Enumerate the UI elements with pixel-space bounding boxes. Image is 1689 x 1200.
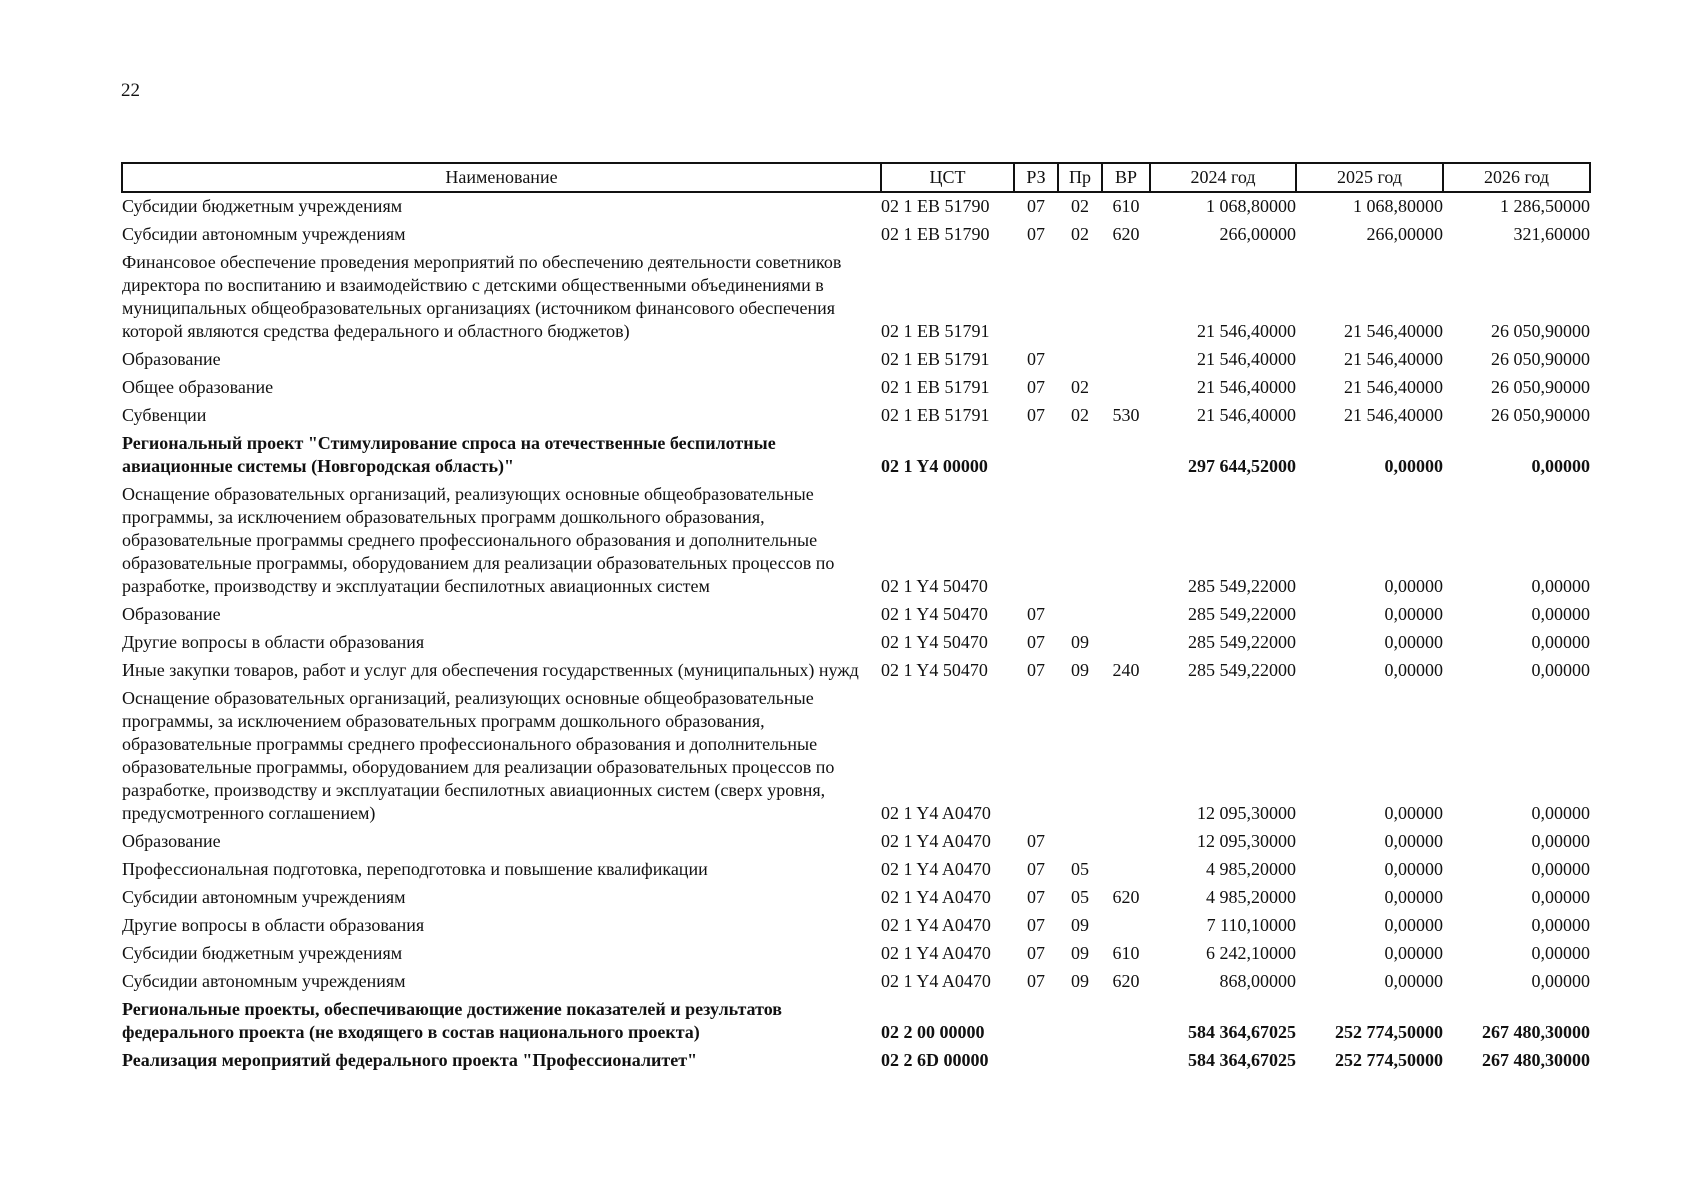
row-rz: [1014, 996, 1058, 1047]
row-rz: 07: [1027, 660, 1045, 680]
row-2026: 0,00000: [1531, 803, 1590, 823]
row-2025: 21 546,40000: [1344, 377, 1443, 397]
row-2025: 0,00000: [1384, 943, 1443, 963]
row-vr: 240: [1112, 660, 1140, 680]
row-2025: 0,00000: [1384, 803, 1443, 823]
row-vr: [1102, 856, 1150, 884]
row-2024: 12 095,30000: [1197, 831, 1296, 851]
row-2026: 321,60000: [1513, 224, 1590, 244]
row-cst: 02 1 Y4 A0470: [881, 859, 991, 879]
row-rz: [1014, 249, 1058, 346]
row-pr: 09: [1071, 943, 1089, 963]
row-pr: [1058, 1047, 1102, 1075]
row-vr: 610: [1112, 196, 1140, 216]
row-2024: 868,00000: [1219, 971, 1296, 991]
row-2026: 26 050,90000: [1491, 321, 1590, 341]
row-vr: 620: [1112, 224, 1140, 244]
row-pr: 02: [1071, 224, 1089, 244]
row-pr: 09: [1071, 660, 1089, 680]
row-2026: 0,00000: [1531, 604, 1590, 624]
row-rz: [1014, 481, 1058, 601]
row-2025: 21 546,40000: [1344, 321, 1443, 341]
header-name: Наименование: [122, 163, 881, 192]
row-2024: 21 546,40000: [1197, 405, 1296, 425]
table-row: [122, 346, 1590, 374]
table-row: [122, 912, 1590, 940]
row-name: Региональные проекты, обеспечивающие достижение показателей и результатов федерального проекта (не входящего в состав национального проекта): [122, 999, 782, 1042]
row-2026: 0,00000: [1531, 831, 1590, 851]
row-cst: 02 1 ЕВ 51791: [881, 405, 990, 425]
row-vr: [1102, 996, 1150, 1047]
row-2026: 0,00000: [1531, 660, 1590, 680]
row-2026: 0,00000: [1531, 915, 1590, 935]
row-name: Другие вопросы в области образования: [122, 632, 425, 652]
row-2024: 6 242,10000: [1206, 943, 1296, 963]
row-cst: 02 1 Y4 A0470: [881, 887, 991, 907]
row-2026: 0,00000: [1531, 632, 1590, 652]
row-vr: [1102, 249, 1150, 346]
row-2024: 21 546,40000: [1197, 377, 1296, 397]
row-name: Профессиональная подготовка, переподготовка и повышение квалификации: [122, 859, 708, 879]
row-2025: 0,00000: [1384, 859, 1443, 879]
row-rz: 07: [1027, 915, 1045, 935]
row-pr: [1058, 346, 1102, 374]
row-rz: 07: [1027, 224, 1045, 244]
row-name: Субсидии автономным учреждениям: [122, 887, 406, 907]
row-rz: 07: [1027, 859, 1045, 879]
row-2026: 267 480,30000: [1482, 1022, 1590, 1042]
header-2026: 2026 год: [1443, 163, 1590, 192]
row-name: Общее образование: [122, 377, 274, 397]
table-body: [122, 192, 1590, 1075]
row-vr: [1102, 1047, 1150, 1075]
row-cst: 02 1 Y4 A0470: [881, 943, 991, 963]
row-vr: [1102, 374, 1150, 402]
row-rz: 07: [1027, 887, 1045, 907]
row-2026: 1 286,50000: [1500, 196, 1590, 216]
table-row: [122, 685, 1590, 828]
row-name: Иные закупки товаров, работ и услуг для обеспечения государственных (муниципальных) нужд: [122, 660, 859, 680]
row-pr: [1058, 996, 1102, 1047]
row-rz: 07: [1027, 604, 1045, 624]
row-2024: 12 095,30000: [1197, 803, 1296, 823]
table-row: [122, 828, 1590, 856]
row-2024: 21 546,40000: [1197, 349, 1296, 369]
row-2025: 0,00000: [1384, 576, 1443, 596]
row-2024: 7 110,10000: [1206, 915, 1296, 935]
row-pr: 02: [1071, 377, 1089, 397]
row-pr: 09: [1071, 971, 1089, 991]
row-2024: 285 549,22000: [1188, 632, 1296, 652]
row-vr: [1102, 685, 1150, 828]
row-name: Региональный проект "Стимулирование спроса на отечественные беспилотные авиационные системы (Новгородская область)": [122, 433, 776, 476]
row-2026: 0,00000: [1531, 887, 1590, 907]
row-2024: 584 364,67025: [1188, 1022, 1296, 1042]
row-rz: 07: [1027, 943, 1045, 963]
row-pr: [1058, 249, 1102, 346]
row-2025: 252 774,50000: [1335, 1050, 1443, 1070]
table-row: [122, 430, 1590, 481]
row-vr: 530: [1112, 405, 1140, 425]
row-pr: [1058, 481, 1102, 601]
row-2026: 0,00000: [1531, 576, 1590, 596]
row-2026: 26 050,90000: [1491, 405, 1590, 425]
table-row: [122, 249, 1590, 346]
row-cst: 02 1 Y4 A0470: [881, 915, 991, 935]
row-vr: 620: [1112, 887, 1140, 907]
row-cst: 02 1 Y4 A0470: [881, 803, 991, 823]
row-name: Другие вопросы в области образования: [122, 915, 425, 935]
row-name: Реализация мероприятий федерального проекта "Профессионалитет": [122, 1050, 698, 1070]
row-vr: [1102, 629, 1150, 657]
row-cst: 02 1 Y4 50470: [881, 632, 988, 652]
row-2025: 0,00000: [1384, 915, 1443, 935]
row-name: Субсидии автономным учреждениям: [122, 971, 406, 991]
row-cst: 02 1 Y4 50470: [881, 660, 988, 680]
row-2025: 0,00000: [1384, 604, 1443, 624]
budget-table: [121, 162, 1591, 1075]
row-name: Финансовое обеспечение проведения мероприятий по обеспечению деятельности советников директора по воспитанию и взаимодействию с детскими общественными объединениями в муниципальных общеобразовательных организациях (источником финансового обеспечения которой являются средства федерального и областного бюджетов): [122, 252, 842, 341]
row-2025: 252 774,50000: [1335, 1022, 1443, 1042]
row-2025: 266,00000: [1366, 224, 1443, 244]
row-rz: 07: [1027, 632, 1045, 652]
row-2025: 21 546,40000: [1344, 405, 1443, 425]
row-name: Субсидии бюджетным учреждениям: [122, 943, 403, 963]
row-2025: 0,00000: [1384, 831, 1443, 851]
row-2026: 0,00000: [1531, 859, 1590, 879]
row-2026: 26 050,90000: [1491, 377, 1590, 397]
row-rz: [1014, 685, 1058, 828]
row-2026: 267 480,30000: [1482, 1050, 1590, 1070]
table-row: [122, 856, 1590, 884]
row-name: Образование: [122, 831, 221, 851]
row-2025: 0,00000: [1384, 632, 1443, 652]
row-cst: 02 1 Y4 50470: [881, 604, 988, 624]
row-2024: 266,00000: [1219, 224, 1296, 244]
row-2026: 0,00000: [1531, 943, 1590, 963]
header-rz: РЗ: [1014, 163, 1058, 192]
table-row: [122, 996, 1590, 1047]
row-pr: 05: [1071, 859, 1089, 879]
table-row: [122, 601, 1590, 629]
row-name: Субсидии автономным учреждениям: [122, 224, 406, 244]
row-cst: 02 2 6D 00000: [881, 1050, 989, 1070]
header-2025: 2025 год: [1296, 163, 1443, 192]
header-vr: ВР: [1102, 163, 1150, 192]
table-row: [122, 629, 1590, 657]
table-row: [122, 657, 1590, 685]
row-pr: [1058, 685, 1102, 828]
row-pr: [1058, 430, 1102, 481]
table-row: [122, 968, 1590, 996]
row-cst: 02 1 Y4 A0470: [881, 971, 991, 991]
row-name: Образование: [122, 349, 221, 369]
row-2025: 0,00000: [1384, 971, 1443, 991]
row-vr: 620: [1112, 971, 1140, 991]
row-vr: [1102, 912, 1150, 940]
table-row: [122, 940, 1590, 968]
row-pr: 05: [1071, 887, 1089, 907]
row-pr: 09: [1071, 915, 1089, 935]
header-2024: 2024 год: [1150, 163, 1296, 192]
row-2025: 0,00000: [1384, 660, 1443, 680]
table-row: [122, 402, 1590, 430]
row-2025: 21 546,40000: [1344, 349, 1443, 369]
row-cst: 02 1 ЕВ 51791: [881, 321, 990, 341]
row-2024: 4 985,20000: [1206, 859, 1296, 879]
header-pr: Пр: [1058, 163, 1102, 192]
row-cst: 02 2 00 00000: [881, 1022, 985, 1042]
row-vr: [1102, 481, 1150, 601]
row-2024: 297 644,52000: [1188, 456, 1296, 476]
row-cst: 02 1 Y4 00000: [881, 456, 988, 476]
header-cst: ЦСТ: [881, 163, 1014, 192]
row-2024: 285 549,22000: [1188, 576, 1296, 596]
row-2024: 21 546,40000: [1197, 321, 1296, 341]
row-rz: 07: [1027, 349, 1045, 369]
row-2026: 0,00000: [1531, 971, 1590, 991]
row-cst: 02 1 ЕВ 51791: [881, 349, 990, 369]
row-name: Образование: [122, 604, 221, 624]
row-vr: [1102, 828, 1150, 856]
row-2025: 1 068,80000: [1353, 196, 1443, 216]
row-name: Оснащение образовательных организаций, реализующих основные общеобразовательные программы, за исключением образовательных программ дошкольного образования, образовательные программы среднего профессионального образования и дополнительные образовательные программы, оборудованием для реализации образовательных процессов по разработке, производству и эксплуатации беспилотных авиационных систем (сверх уровня, предусмотренного соглашением): [122, 688, 835, 823]
table-row: [122, 1047, 1590, 1075]
page-number: 22: [121, 80, 140, 101]
row-vr: 610: [1112, 943, 1140, 963]
row-2025: 0,00000: [1384, 456, 1443, 476]
row-pr: [1058, 601, 1102, 629]
row-rz: 07: [1027, 196, 1045, 216]
row-rz: 07: [1027, 831, 1045, 851]
row-2024: 285 549,22000: [1188, 604, 1296, 624]
row-2025: 0,00000: [1384, 887, 1443, 907]
row-rz: 07: [1027, 971, 1045, 991]
row-rz: 07: [1027, 377, 1045, 397]
table-row: [122, 884, 1590, 912]
row-pr: [1058, 828, 1102, 856]
row-2024: 285 549,22000: [1188, 660, 1296, 680]
row-2024: 584 364,67025: [1188, 1050, 1296, 1070]
row-cst: 02 1 ЕВ 51791: [881, 377, 990, 397]
row-cst: 02 1 ЕВ 51790: [881, 224, 990, 244]
table-header-row: [122, 163, 1590, 192]
row-name: Субсидии бюджетным учреждениям: [122, 196, 403, 216]
row-rz: [1014, 430, 1058, 481]
row-2026: 0,00000: [1531, 456, 1590, 476]
row-rz: [1014, 1047, 1058, 1075]
row-pr: 02: [1071, 405, 1089, 425]
row-pr: 09: [1071, 632, 1089, 652]
row-cst: 02 1 Y4 A0470: [881, 831, 991, 851]
row-2026: 26 050,90000: [1491, 349, 1590, 369]
table-row: [122, 481, 1590, 601]
row-vr: [1102, 430, 1150, 481]
row-rz: 07: [1027, 405, 1045, 425]
row-name: Оснащение образовательных организаций, реализующих основные общеобразовательные программы, за исключением образовательных программ дошкольного образования, образовательные программы среднего профессионального образования и дополнительные образовательные программы, оборудованием для реализации образовательных процессов по разработке, производству и эксплуатации беспилотных авиационных систем: [122, 484, 835, 596]
row-vr: [1102, 601, 1150, 629]
row-cst: 02 1 Y4 50470: [881, 576, 988, 596]
row-pr: 02: [1071, 196, 1089, 216]
table-row: [122, 192, 1590, 221]
row-cst: 02 1 ЕВ 51790: [881, 196, 990, 216]
row-2024: 4 985,20000: [1206, 887, 1296, 907]
table-row: [122, 221, 1590, 249]
row-name: Субвенции: [122, 405, 207, 425]
row-vr: [1102, 346, 1150, 374]
table-row: [122, 374, 1590, 402]
row-2024: 1 068,80000: [1206, 196, 1296, 216]
